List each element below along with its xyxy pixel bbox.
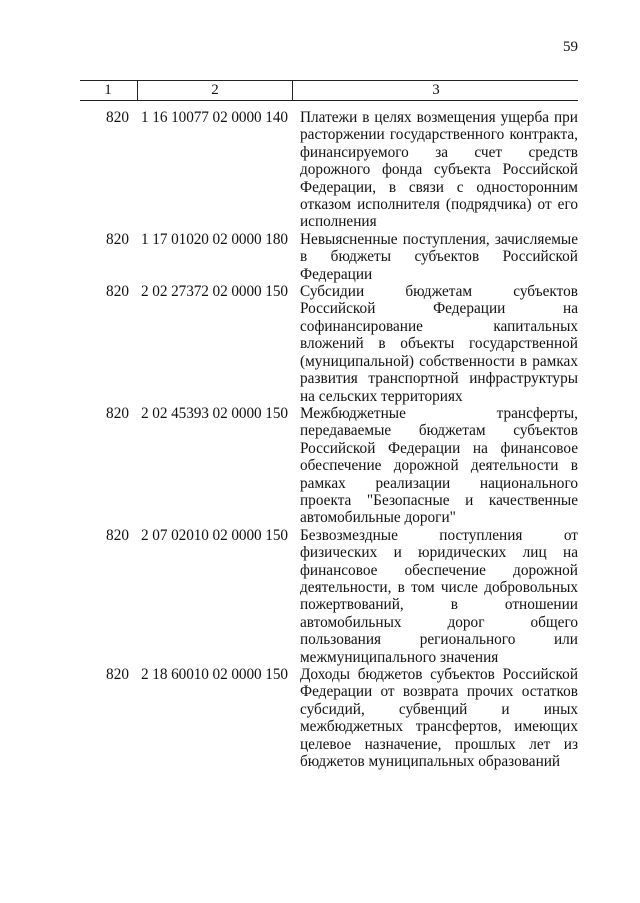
revenue-code-cell: 2 02 45393 02 0000 150 bbox=[141, 404, 288, 422]
column-header-2: 2 bbox=[137, 81, 292, 100]
table-row bbox=[80, 109, 578, 231]
column-header-1: 1 bbox=[104, 82, 112, 98]
column-header-3: 3 bbox=[292, 81, 579, 100]
revenue-code-cell: 2 07 02010 02 0000 150 bbox=[141, 526, 288, 544]
description-cell: Доходы бюджетов субъектов Российской Федерации от возврата прочих остатков субсидий, субвенций и иных межбюджетных трансфертов, имеющих целевое назначение, прошлых лет из бюджетов муниципальных образований bbox=[300, 666, 578, 771]
table-row bbox=[80, 666, 578, 770]
admin-code-cell: 820 bbox=[106, 230, 129, 248]
description-cell: Межбюджетные трансферты, передаваемые бюджетам субъектов Российской Федерации на финансовое обеспечение дорожной деятельности в рамках реализации национального проекта "Безопасные и качественные автомобильные дороги" bbox=[300, 404, 578, 527]
description-cell: Платежи в целях возмещения ущерба при расторжении государственного контракта, финансируемого за счет средств дорожного фонда субъекта Российской Федерации, в связи с односторонним отказом исполнителя (подрядчика) от его исполнения bbox=[300, 109, 578, 231]
revenue-code-cell: 2 02 27372 02 0000 150 bbox=[141, 283, 288, 301]
admin-code-cell: 820 bbox=[106, 526, 129, 544]
revenue-code-cell: 1 16 10077 02 0000 140 bbox=[141, 109, 288, 126]
admin-code-cell: 820 bbox=[106, 283, 129, 301]
table-row bbox=[80, 527, 578, 666]
revenue-code-cell: 1 17 01020 02 0000 180 bbox=[141, 230, 288, 248]
table-header bbox=[80, 80, 578, 101]
table-row bbox=[80, 283, 578, 405]
admin-code-cell: 820 bbox=[106, 109, 129, 126]
table-body bbox=[80, 109, 578, 770]
description-cell: Субсидии бюджетам субъектов Российской Федерации на софинансирование капитальных вложений в объекты государственной (муниципальной) собственности в рамках развития транспортной инфраструктуры на сельских территориях bbox=[300, 283, 578, 405]
page-number: 59 bbox=[563, 39, 578, 55]
admin-code-cell: 820 bbox=[106, 404, 129, 422]
description-cell: Безвозмездные поступления от физических и юридических лиц на финансовое обеспечение дорожной деятельности, в том числе добровольных пожертвований, в отношении автомобильных дорог общего пользования регионального или межмуниципального значения bbox=[300, 526, 578, 666]
table-row bbox=[80, 405, 578, 527]
admin-code-cell: 820 bbox=[106, 666, 129, 683]
table-row bbox=[80, 231, 578, 283]
description-cell: Невыясненные поступления, зачисляемые в бюджеты субъектов Российской Федерации bbox=[300, 230, 578, 283]
revenue-code-cell: 2 18 60010 02 0000 150 bbox=[141, 666, 288, 683]
